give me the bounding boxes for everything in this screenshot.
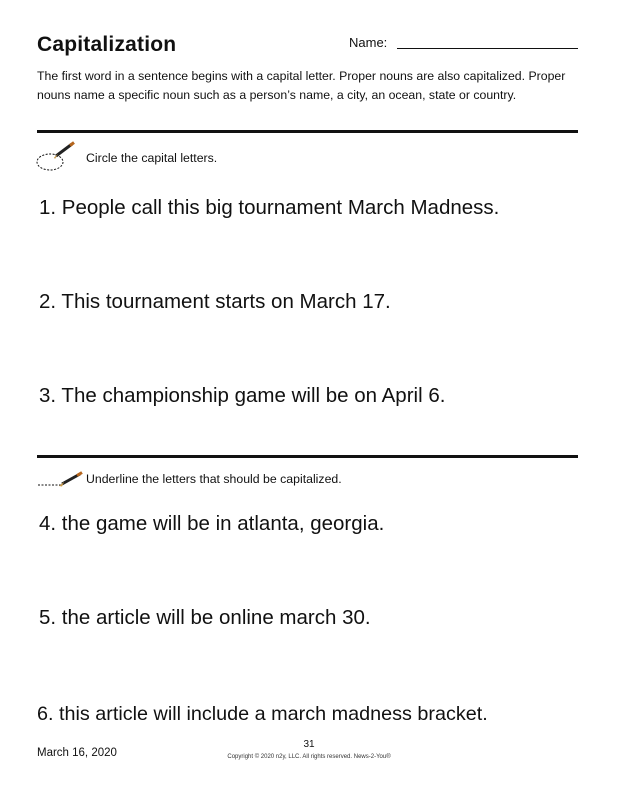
footer-date: March 16, 2020 <box>37 747 117 759</box>
sentence-4: 4. the game will be in atlanta, georgia. <box>39 512 385 535</box>
sentence-2: 2. This tournament starts on March 17. <box>39 290 391 313</box>
sentence-6: 6. this article will include a march madness bracket. <box>37 703 488 725</box>
copyright-notice: Copyright © 2020 n2y, LLC. All rights reserved. News-2-You® <box>227 754 391 760</box>
name-label: Name: <box>349 35 388 50</box>
sentence-1: 1. People call this big tournament March Madness. <box>39 196 500 219</box>
name-field-line[interactable] <box>397 48 578 49</box>
pencil-circle-icon <box>34 140 78 174</box>
instruction-underline: Underline the letters that should be capitalized. <box>86 472 342 486</box>
intro-paragraph: The first word in a sentence begins with a capital letter. Proper nouns are also capitalized. Proper nouns name a specific noun such as a person’s name, a city, an ocean, state or country. <box>37 69 566 102</box>
section-divider <box>37 130 578 133</box>
section-divider <box>37 455 578 458</box>
sentence-5: 5. the article will be online march 30. <box>39 606 371 629</box>
page-number: 31 <box>303 739 315 750</box>
sentence-3: 3. The championship game will be on April 6. <box>39 384 446 407</box>
instruction-circle: Circle the capital letters. <box>86 151 218 165</box>
page-title: Capitalization <box>37 33 177 56</box>
pencil-underline-icon <box>36 470 84 490</box>
